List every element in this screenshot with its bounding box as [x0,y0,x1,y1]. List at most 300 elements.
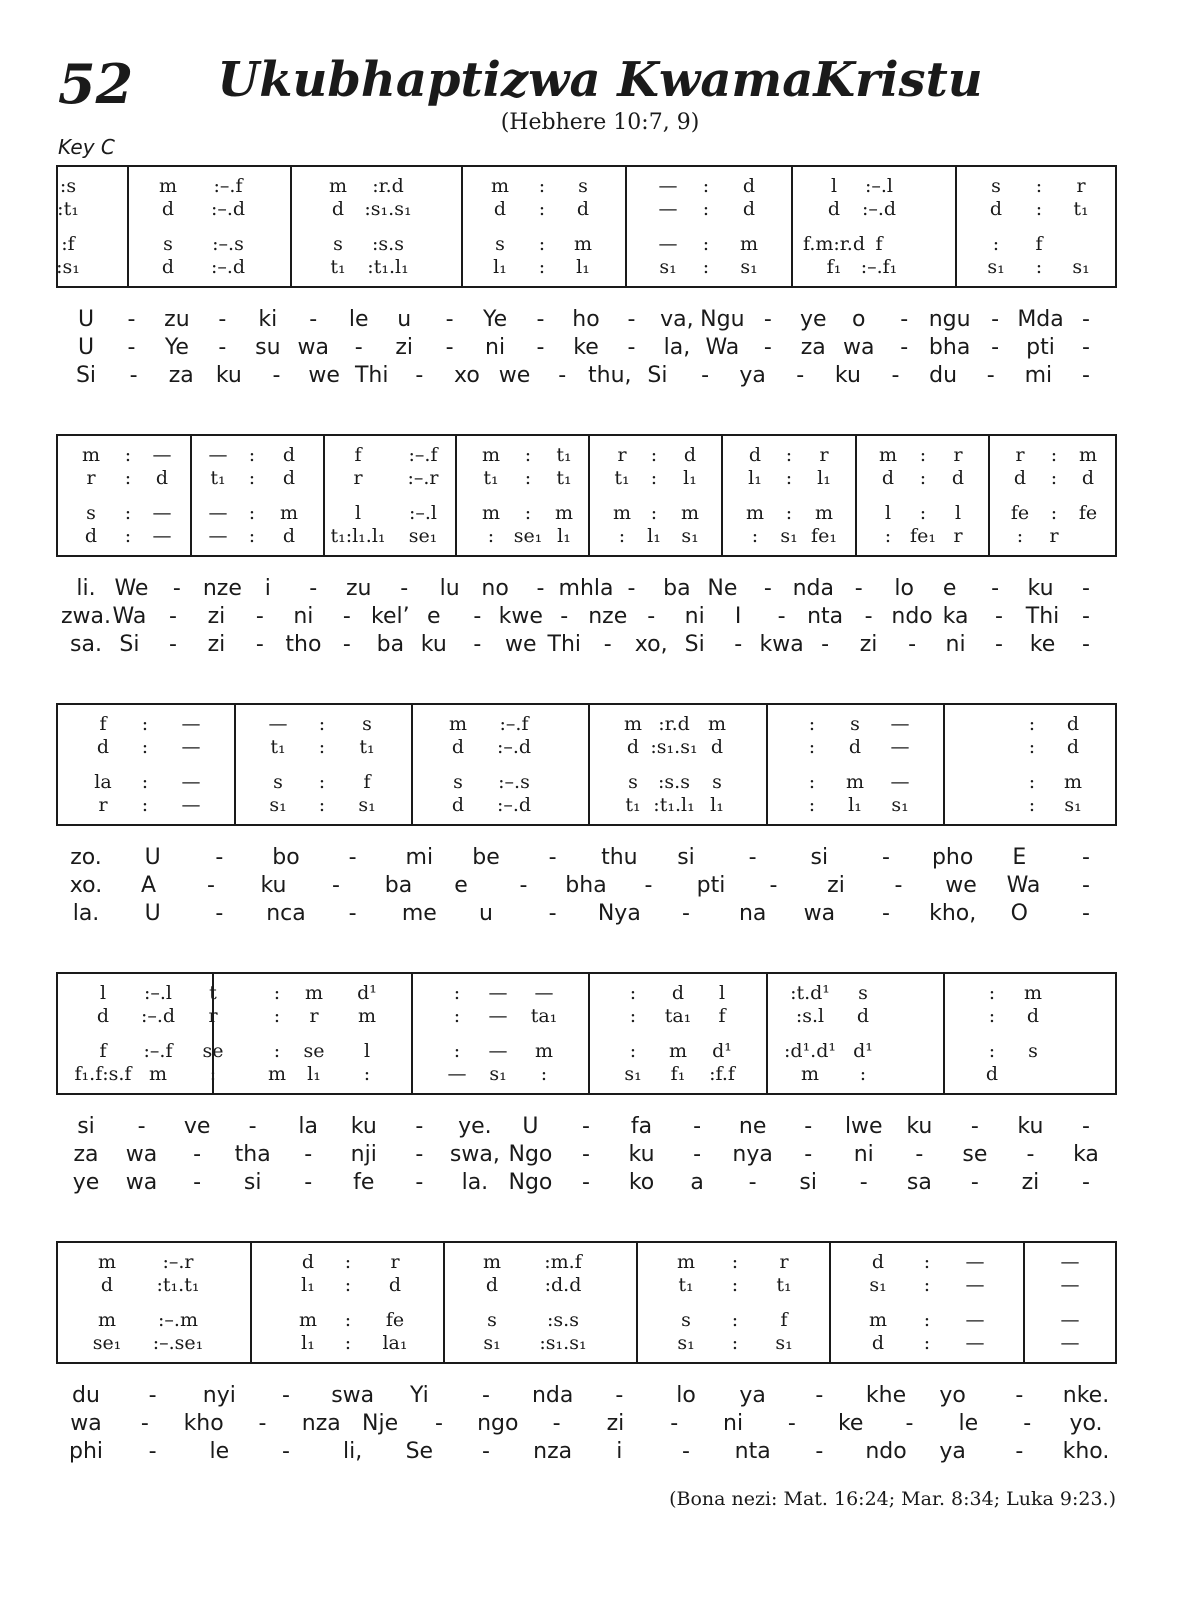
solfa-note: s₁ [891,794,909,816]
lyric-syllable: zu [345,576,372,601]
lyric-syllable: pti [1026,335,1055,360]
solfa-note: : [538,175,546,197]
solfa-note: : [248,444,256,466]
solfa-note: : [751,525,759,547]
solfa-note: d¹ [712,1040,732,1062]
lyric-syllable: - [342,604,351,629]
solfa-note: fe [385,1309,405,1331]
solfa-note: d [493,198,507,220]
lyric-verse-3 [56,362,1117,390]
lyric-syllable: Si [684,632,705,657]
solfa-note: m [1078,444,1098,466]
lyric-syllable: si [243,1170,262,1195]
solfa-note: — [658,198,678,220]
lyric-syllable: Thi [354,363,389,388]
solfa-note: : [453,1040,461,1062]
lyric-syllable: Ngu [700,307,745,332]
solfa-note: :–.l [143,982,173,1004]
lyric-syllable: nji [350,1142,377,1167]
lyric-syllable: kwe [498,604,543,629]
lyric-syllable: ku [1017,1114,1044,1139]
lyric-syllable: - [796,363,805,388]
solfa-note: : [124,525,132,547]
solfa-note: r [1076,175,1086,197]
lyric-syllable: zu [164,307,190,332]
lyric-syllable: o [851,307,866,332]
lyric-syllable: nda [792,576,834,601]
hymn-title: Ukubhaptizwa KwamaKristu [217,52,983,108]
lyric-syllable: O [1010,901,1028,926]
solfa-note: : [344,1274,352,1296]
solfa-note: s [487,1309,497,1331]
solfa-note: : [919,502,927,524]
lyric-syllable: swa [331,1383,375,1408]
solfa-note: fe₁ [910,525,936,547]
solfa-note: d [96,736,110,758]
solfa-note: :d.d [544,1274,582,1296]
lyric-syllable: - [400,576,409,601]
solfa-note: — [890,771,910,793]
solfa-note: :–.f₁ [860,256,898,278]
solfa-note: :s₁.s₁ [650,736,698,758]
lyric-syllable: tha [234,1142,271,1167]
solfa-note: — [965,1332,985,1354]
lyric-syllable: - [415,1142,424,1167]
solfa-note: r [309,1005,319,1027]
solfa-note: d [451,794,465,816]
lyric-syllable: si [677,845,695,870]
lyric-syllable: lo [894,576,914,601]
solfa-note: — [488,1040,508,1062]
lyric-syllable: ku [215,363,242,388]
solfa-note: s [362,713,372,735]
solfa-note: : [524,502,532,524]
lyric-syllable: - [986,363,995,388]
lyric-syllable: le [348,307,369,332]
solfa-note: l [830,175,838,197]
solfa-note: :–.r [407,467,439,489]
solfa-note: d [742,198,756,220]
lyric-syllable: - [415,1170,424,1195]
lyric-syllable: - [854,576,863,601]
lyric-syllable: wa [297,335,330,360]
solfa-note: : [785,467,793,489]
solfa-note: :–.f [408,444,438,466]
lyric-syllable: - [894,873,903,898]
solfa-note: : [1028,713,1036,735]
lyric-syllable: Thi [547,632,581,657]
solfa-note: : [731,1309,739,1331]
solfa-note: r [819,444,829,466]
solfa-note: t₁ [1073,198,1089,220]
lyric-syllable: ye [799,307,827,332]
solfa-note: f.m:r.d [802,233,866,255]
lyric-syllable: fe [353,1170,375,1195]
solfa-note: d [871,1332,885,1354]
lyric-syllable: - [218,307,227,332]
solfa-note: : [650,444,658,466]
solfa-note: m [481,444,501,466]
solfa-note: : [808,713,816,735]
lyric-syllable: - [1082,576,1090,601]
solfa-note: la [94,771,112,793]
solfa-note: :–.d [496,736,532,758]
lyric-syllable: nda [531,1383,574,1408]
solfa-note: : [1050,444,1058,466]
lyric-syllable: - [1015,1439,1024,1464]
solfa-note: — [152,525,172,547]
lyric-syllable: - [627,576,636,601]
solfa-note: se₁ [92,1332,122,1354]
lyric-syllable: thu, [588,363,632,388]
solfa-note: d [848,736,862,758]
lyric-syllable: A [140,873,157,898]
solfa-note: : [702,175,710,197]
lyric-syllable: kho. [1062,1439,1110,1464]
bass-line [58,256,1115,278]
solfa-note: d [742,175,756,197]
lyric-syllable: - [445,307,454,332]
lyric-syllable: - [970,1170,979,1195]
lyric-syllable: ni [945,632,966,657]
lyric-syllable: Ye [164,335,189,360]
lyric-verse-3 [56,631,1117,659]
lyric-syllable: - [282,1383,290,1408]
solfa-note: d [282,444,296,466]
lyric-syllable: ya [739,1383,766,1408]
solfa-note: se₁ [408,525,438,547]
lyric-syllable: kwa [759,632,804,657]
solfa-note: ta₁ [530,1005,558,1027]
solfa-note: :–.f [143,1040,173,1062]
lyric-syllable: - [172,576,181,601]
alto-line [58,736,1115,758]
lyric-syllable: pho [931,845,974,870]
solfa-note: t₁ [556,444,572,466]
solfa-note: t₁ [483,467,499,489]
solfa-note: l₁ [647,525,661,547]
solfa-note: t₁ [678,1274,694,1296]
solfa-note: :s.s [372,233,404,255]
solfa-note: s [628,771,638,793]
lyric-syllable: zi [395,335,414,360]
solfa-note: : [453,982,461,1004]
solfa-note: — [181,713,201,735]
solfa-note: : [731,1332,739,1354]
lyric-syllable: sa [906,1170,932,1195]
lyric-syllable: za [168,363,194,388]
solfa-note: : [629,1005,637,1027]
solfa-note: d [671,982,685,1004]
solfa-note: : [1028,736,1036,758]
lyric-syllable: U [144,845,161,870]
solfa-note: :–.d [210,256,246,278]
solfa-note: s₁ [659,256,677,278]
solfa-note: s₁ [780,525,798,547]
solfa-note: : [273,1040,281,1062]
lyric-syllable: - [445,335,454,360]
lyric-syllable: a [690,1170,704,1195]
lyric-syllable: xo [454,363,480,388]
lyric-syllable: nya [732,1142,773,1167]
solfa-note: :t₁.l₁ [367,256,409,278]
solfa-note: : [923,1332,931,1354]
lyric-syllable: - [473,632,482,657]
solfa-note: r [1015,444,1025,466]
lyric-syllable: - [558,363,567,388]
lyric-syllable: yo [939,1383,966,1408]
solfa-note: s₁ [624,1063,642,1085]
solfa-note: — [890,736,910,758]
solfa-note: : [988,982,996,1004]
lyric-syllable: Ne [707,576,738,601]
lyric-syllable: - [1026,1142,1035,1167]
staff-system [56,165,1117,288]
solfa-note: f [780,1309,788,1331]
soprano-line [58,444,1115,466]
lyric-syllable: - [905,1411,914,1436]
lyric-syllable: - [915,1142,924,1167]
lyric-syllable: - [670,1411,679,1436]
lyric-syllable: si [810,845,829,870]
solfa-note: — [447,1063,467,1085]
lyric-verse-3 [56,1438,1117,1466]
lyric-syllable: - [332,873,340,898]
lyric-syllable: - [682,901,690,926]
lyric-syllable: ka [942,604,969,629]
lyric-syllable: se [962,1142,988,1167]
solfa-note: : [808,794,816,816]
solfa-note: d [282,525,296,547]
lyric-syllable: - [348,845,357,870]
lyric-syllable: - [859,1170,868,1195]
solfa-note: s [163,233,173,255]
solfa-note: m [279,502,299,524]
lyric-syllable: ye. [458,1114,492,1139]
lyric-syllable: tho [285,632,322,657]
solfa-note: : [538,198,546,220]
lyric-syllable: ba [384,873,413,898]
lyric-syllable: ba [663,576,691,601]
lyric-verse-3 [56,900,1117,928]
alto-line [58,198,1115,220]
solfa-note: : [124,467,132,489]
solfa-note: d [985,1063,999,1085]
lyric-syllable: - [1082,335,1090,360]
lyric-syllable: - [582,1114,590,1139]
solfa-note: d [161,256,175,278]
solfa-note: : [141,771,149,793]
lyric-syllable: - [682,1439,690,1464]
solfa-note: :s.s [658,771,690,793]
solfa-note: r [953,525,963,547]
solfa-note: : [988,1040,996,1062]
solfa-note: : [524,467,532,489]
lyric-syllable: zo. [70,845,102,870]
solfa-note: s₁ [987,256,1005,278]
solfa-note: m [800,1063,820,1085]
solfa-note: :–.d [861,198,897,220]
solfa-note: — [488,1005,508,1027]
lyric-syllable: la [298,1114,319,1139]
bass-line [58,525,1115,547]
solfa-note: d¹ [853,1040,873,1062]
lyric-syllable: - [763,576,772,601]
solfa-note: f [354,444,362,466]
lyric-syllable: ni [853,1142,874,1167]
solfa-note: : [702,198,710,220]
solfa-note: : [318,771,326,793]
lyric-syllable: ki [258,307,278,332]
lyric-syllable: du [929,363,958,388]
solfa-note: l [718,982,726,1004]
solfa-note: :–.se₁ [152,1332,204,1354]
lyric-syllable: kel’ [371,604,410,629]
lyric-syllable: la, [663,335,691,360]
solfa-note: : [988,1005,996,1027]
lyric-syllable: - [304,1170,313,1195]
solfa-note: :s [59,175,77,197]
solfa-note: m [1063,771,1083,793]
alto-line [58,467,1115,489]
lyric-syllable: sa. [70,632,102,657]
solfa-note: d [1026,1005,1040,1027]
lyric-syllable: lu [439,576,460,601]
solfa-note: : [141,713,149,735]
solfa-note: d [1013,467,1027,489]
lyric-syllable: pti [696,873,726,898]
lyric-syllable: - [309,576,318,601]
solfa-note: m [878,444,898,466]
lyric-syllable: - [644,873,653,898]
lyric-syllable: - [193,1170,202,1195]
solfa-note: d [155,467,169,489]
solfa-note: — [534,982,554,1004]
lyric-syllable: nke. [1062,1383,1110,1408]
lyric-syllable: - [282,1439,290,1464]
solfa-note: : [248,502,256,524]
solfa-note: s [273,771,283,793]
solfa-note: l [884,502,892,524]
lyric-syllable: nta [807,604,844,629]
solfa-note: : [248,525,256,547]
lyric-syllable: - [701,363,710,388]
staff-system [56,703,1117,826]
lyric-verse-1 [56,1382,1117,1410]
solfa-note: : [248,467,256,489]
solfa-note: — [965,1274,985,1296]
solfa-note: : [318,794,326,816]
lyric-syllable: - [734,632,743,657]
solfa-note: :s₁.s₁ [539,1332,587,1354]
solfa-note: m [612,502,632,524]
lyric-syllable: e [427,604,441,629]
lyric-syllable: - [127,307,136,332]
solfa-note: s₁ [358,794,376,816]
solfa-note: : [141,794,149,816]
lyric-syllable: - [137,1114,146,1139]
lyric-syllable: ne [738,1114,767,1139]
lyric-syllable: Si [75,363,97,388]
solfa-note: :r.d [372,175,404,197]
lyric-syllable: - [519,873,528,898]
lyric-syllable: - [991,576,1000,601]
lyric-syllable: ya [939,1439,966,1464]
lyric-syllable: - [248,1114,257,1139]
lyric-syllable: za [73,1142,99,1167]
solfa-note: m [680,502,700,524]
lyric-syllable: - [552,1411,561,1436]
lyric-syllable: - [970,1114,979,1139]
solfa-note: s [712,771,722,793]
tenor-line [58,1040,1115,1062]
lyric-syllable: su [255,335,281,360]
lyric-syllable: - [482,1383,490,1408]
solfa-note: : [538,256,546,278]
lyric-syllable: u [397,307,412,332]
solfa-note: — [658,175,678,197]
lyric-syllable: - [1082,1170,1090,1195]
lyric-verse-2 [56,872,1117,900]
solfa-note: :–.s [212,233,244,255]
lyric-syllable: khe [865,1383,907,1408]
solfa-note: s [495,233,505,255]
solfa-note: se [202,1040,224,1062]
solfa-note: t₁ [359,736,375,758]
solfa-note: m [148,1063,168,1085]
solfa-note: fe [1078,502,1098,524]
lyric-syllable: we [308,363,340,388]
lyric-syllable: - [536,576,545,601]
lyric-syllable: ba [376,632,405,657]
lyric-syllable: ku [420,632,447,657]
lyric-verse-1 [56,306,1117,334]
solfa-note: l [954,502,962,524]
solfa-note: m [328,175,348,197]
solfa-note: : [618,525,626,547]
solfa-note: f [363,771,371,793]
lyric-syllable: Si [119,632,140,657]
lyric-syllable: Ngo [508,1170,553,1195]
solfa-note: m [623,713,643,735]
lyric-syllable: Ye [483,307,508,332]
lyric-syllable: - [272,363,281,388]
solfa-note: — [181,771,201,793]
solfa-note: l₁ [576,256,590,278]
solfa-note: d [576,198,590,220]
lyric-syllable: - [255,604,264,629]
solfa-note: f [875,233,883,255]
soprano-line [58,713,1115,735]
solfa-note: d [1081,467,1095,489]
solfa-note: t₁ [556,467,572,489]
solfa-note: : [1035,198,1043,220]
lyric-syllable: - [582,1142,590,1167]
solfa-note: : [992,233,1000,255]
solfa-note: : [923,1274,931,1296]
lyric-syllable: nze [588,604,628,629]
lyric-syllable: - [148,1439,157,1464]
solfa-note: : [884,525,892,547]
solfa-note: s [333,233,343,255]
solfa-note: d [856,1005,870,1027]
lyric-syllable: Thi [1025,604,1060,629]
solfa-note: : [344,1309,352,1331]
lyric-syllable: lo [676,1383,696,1408]
solfa-note: : [124,444,132,466]
lyric-syllable: ho [572,307,600,332]
lyric-syllable: ni [485,335,506,360]
